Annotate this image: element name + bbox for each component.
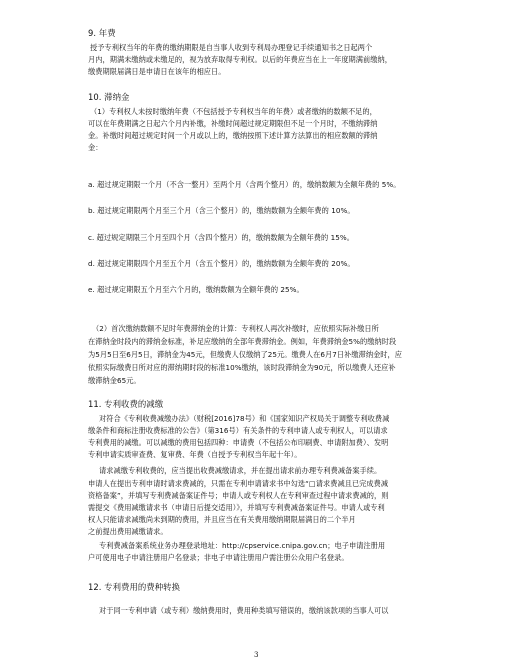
late-fee-item-d: d. 超过规定期限四个月至五个月（含五个整月）的，缴纳数额为全额年费的 20%。 [88, 259, 355, 268]
section-10-paragraph-2-line: （2）首次缴纳数额不足时年费滞纳金的计算：专利权人再次补缴时，应依照实际补缴日所 [92, 324, 379, 333]
section-10-paragraph-2-line: 依照实际缴费日所对应的滞纳期时段的标准10%缴纳，该时段滞纳金为90元，所以缴费人还应补 [88, 363, 396, 372]
section-11-line: 请求减缴专利收费的，应当提出收费减缴请求，并在提出请求前办理专利费减备案手续。 [99, 466, 382, 475]
section-10-line: 金。补缴时间超过规定时间一个月或以上的，缴纳按照下述计算方法算出的相应数额的滞纳 [88, 131, 378, 140]
section-11-line: 缴条件和商标注册收费标准的公告》（第316号）有关条件的专利申请人或专利权人，可以请求 [88, 426, 388, 435]
section-9-line: 授予专利权当年的年费的缴纳期限是自当事人收到专利局办理登记手续通知书之日起两个 [90, 43, 373, 52]
section-11-line: 专利费用的减缴。可以减缴的费用包括四种：申请费（不包括公布印刷费、申请附加费）、发明 [88, 438, 389, 447]
late-fee-item-a: a. 超过规定期限一个月（不含一整月）至两个月（含两个整月）的，缴纳数额为全额年费的 5%。 [88, 180, 401, 189]
section-12-line: 对于同一专利申请（或专利）缴纳费用时，费用种类填写错误的，缴纳该款项的当事人可以 [99, 606, 389, 615]
section-11-heading: 11. 专利收费的减缴 [88, 399, 164, 409]
section-10-line: （1）专利权人未按时缴纳年费（不包括授予专利权当年的年费）或者缴纳的数额不足的， [90, 107, 377, 116]
section-11-line: 专利费减备案系统业务办理登录地址：http://cpservice.cnipa.gov.cn；电子申请注册用 [99, 541, 386, 550]
section-11-line: 权人只能请求减缴尚未到期的费用，并且应当在有关费用缴纳期限届满日的二个半月 [88, 515, 356, 524]
section-10-line: 金： [88, 143, 103, 152]
section-11-line: 专利申请实质审查费、复审费、年费（自授予专利权当年起十年）。 [88, 450, 302, 459]
late-fee-item-b: b. 超过规定期限两个月至三个月（含三个整月）的，缴纳数额为全额年费的 10%。 [88, 206, 355, 215]
section-9-heading: 9. 年费 [88, 28, 116, 38]
section-10-paragraph-2-line: 缴滞纳金65元。 [88, 376, 141, 385]
section-9-line: 缴费期限届满日是申请日在该年的相应日。 [88, 67, 226, 76]
section-10-paragraph-2-line: 为5月5日至6月5日，滞纳金为45元，但缴费人仅缴纳了25元。缴费人在6月7日补缴滞纳金时，应 [88, 350, 403, 359]
section-11-line: 对符合《专利收费减缴办法》（财税[2016]78号）和《国家知识产权局关于调整专利收费减 [99, 414, 390, 423]
section-11-line: 需提交《费用减缴请求书（申请日后提交适用）》，并填写专利费减备案证件号。申请人或专利 [88, 503, 385, 512]
section-10-paragraph-2-line: 在滞纳金时段内的滞纳金标准，补足应缴纳的全部年费滞纳金。例如，年费滞纳金5%的缴纳时段 [88, 337, 397, 346]
section-10-heading: 10. 滞纳金 [88, 92, 130, 102]
section-9-line: 月内，期满未缴纳或未缴足的，视为放弃取得专利权。以后的年费应当在上一年度期满前缴纳， [88, 55, 392, 64]
late-fee-item-c: c. 超过规定期限三个月至四个月（含四个整月）的，缴纳数额为全额年费的 15%。 [88, 233, 354, 242]
section-11-line: 之前提出费用减缴请求。 [88, 527, 168, 536]
section-11-line: 户可使用电子申请注册用户名登录；非电子申请注册用户需注册公众用户名登录。 [88, 553, 349, 562]
late-fee-item-e: e. 超过规定期限五个月至六个月的，缴纳数额为全额年费的 25%。 [88, 285, 304, 294]
section-10-line: 可以在年费期满之日起六个月内补缴，补缴时间超过规定期限但不足一个月时，不缴纳滞纳 [88, 119, 378, 128]
section-11-line: 申请人在提出专利申请时请求费减的，只需在专利申请请求书中勾选“□请求费减且已完成费减 [88, 479, 389, 488]
section-12-heading: 12. 专利费用的费种转换 [88, 582, 181, 592]
page-number: 3 [254, 651, 259, 659]
section-11-line: 资格备案”，并填写专利费减备案证件号；申请人或专利权人在专利审查过程中请求费减的，则 [88, 491, 389, 500]
